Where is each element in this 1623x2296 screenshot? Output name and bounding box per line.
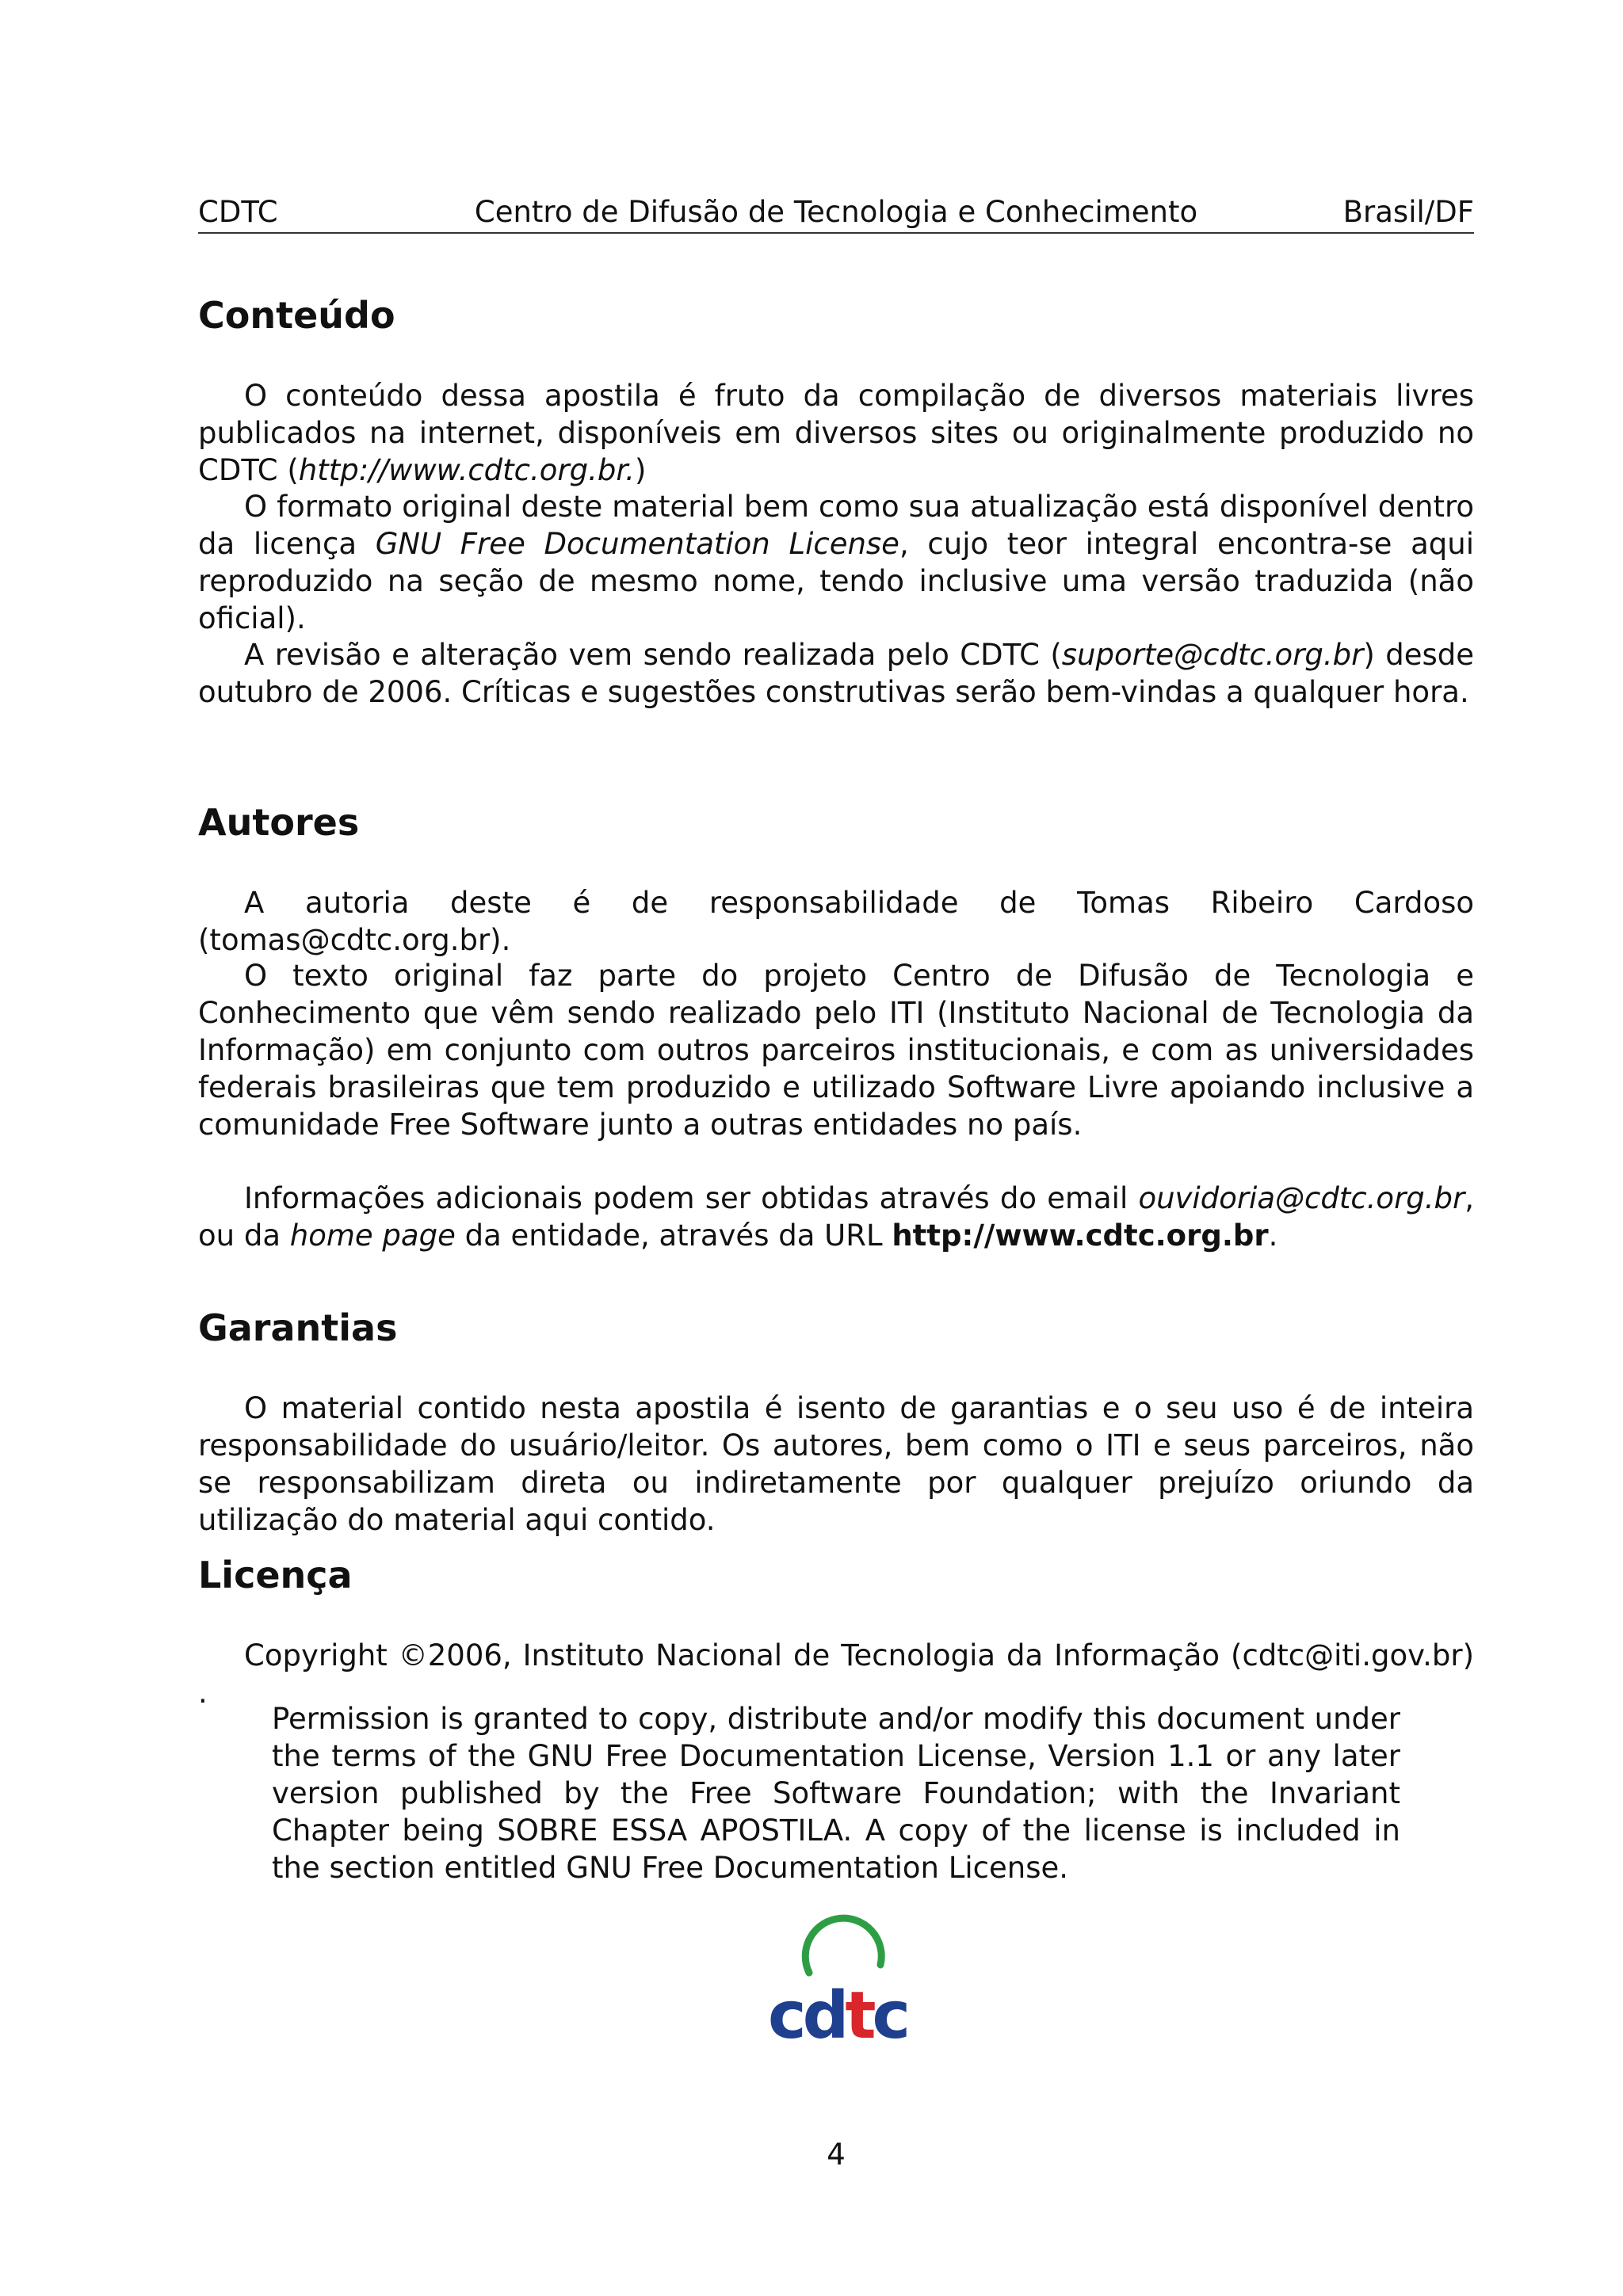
- document-page: [198, 0, 1474, 2296]
- page-number: 4: [827, 2138, 846, 2172]
- conteudo-paragraph-3: [198, 636, 1474, 711]
- cdtc-logo-wordmark: [768, 1978, 907, 2054]
- cdtc-homepage-link[interactable]: http://www.cdtc.org.br: [892, 1219, 1269, 1253]
- cdtc-url-link[interactable]: http://www.cdtc.org.br.: [298, 453, 635, 487]
- logo-letter-d-1: d: [802, 1978, 846, 2054]
- logo-letter-t-2: t: [845, 1978, 873, 2054]
- conteudo-p2-start: O formato original deste material bem como sua atualização está disponível dentro da licença: [198, 490, 1474, 561]
- cdtc-logo: [768, 1917, 907, 2060]
- suporte-email-link[interactable]: suporte@cdtc.org.br: [1061, 638, 1364, 672]
- conteudo-heading: Conteúdo: [198, 294, 395, 337]
- header-center: Centro de Difusão de Tecnologia e Conhecimento: [474, 195, 1198, 229]
- license-permission-quote: Permission is granted to copy, distribute and/or modify this document under the terms of the GNU Free Documentation License, Version 1.1 or any later version published by the Free Software Foundation; with the Invariant Chapter being SOBRE ESSA APOSTILA. A copy of the license is included in the section entitled GNU Free Documentation License.: [272, 1702, 1400, 1885]
- home-page-term: home page: [289, 1219, 456, 1253]
- header-left: CDTC: [198, 195, 278, 229]
- conteudo-p1-end: ): [634, 453, 647, 487]
- conteudo-p1-text: O conteúdo dessa apostila é fruto da compilação de diversos materiais livres publicados na internet, disponíveis em diversos sites ou originalmente produzido no CDTC (: [198, 379, 1474, 487]
- ouvidoria-email-link[interactable]: ouvidoria@cdtc.org.br: [1138, 1181, 1465, 1215]
- autores-p3-start: Informações adicionais podem ser obtidas através do email: [244, 1181, 1139, 1215]
- conteudo-paragraph-1: [198, 377, 1474, 489]
- cdtc-logo-graphic: [768, 1917, 907, 2060]
- header-right: Brasil/DF: [1342, 195, 1474, 229]
- conteudo-p3-start: A revisão e alteração vem sendo realizada pelo CDTC (: [244, 638, 1062, 672]
- autores-p3-mid2: da entidade, através da URL: [455, 1219, 892, 1253]
- autores-paragraph-3: [198, 1180, 1474, 1254]
- page-header: [198, 193, 1474, 234]
- licenca-heading: Licença: [198, 1554, 353, 1596]
- logo-letter-c-0: c: [768, 1978, 803, 2054]
- autores-p3-mid: , ou da: [198, 1181, 1474, 1253]
- copyright-line: Copyright ©2006, Instituto Nacional de Tecnologia da Informação (cdtc@iti.gov.br) .: [198, 1638, 1474, 1710]
- autores-paragraph-2: O texto original faz parte do projeto Centro de Difusão de Tecnologia e Conhecimento que vêm sendo realizado pelo ITI (Instituto Nacional de Tecnologia da Informação) em conjunto com outros parceiros institucionais, e com as universidades federais brasileiras que tem produzido e utilizado Software Livre apoiando inclusive a comunidade Free Software junto a outras entidades no país.: [198, 959, 1474, 1142]
- gnu-license-name: GNU Free Documentation License: [375, 527, 899, 561]
- autores-p3-end: .: [1268, 1219, 1278, 1253]
- logo-letter-c-3: c: [872, 1978, 907, 2054]
- garantias-heading: Garantias: [198, 1306, 398, 1349]
- garantias-paragraph: O material contido nesta apostila é isento de garantias e o seu uso é de inteira responsabilidade do usuário/leitor. Os autores, bem como o ITI e seus parceiros, não se responsabilizam direta ou indiretamente por qualquer prejuízo oriundo da utilização do material aqui contido.: [198, 1391, 1474, 1537]
- conteudo-p3-end: ) desde outubro de 2006. Críticas e sugestões construtivas serão bem-vindas a qualquer hora.: [198, 638, 1474, 709]
- conteudo-paragraph-2: [198, 488, 1474, 637]
- conteudo-p2-end: , cujo teor integral encontra-se aqui reproduzido na seção de mesmo nome, tendo inclusive uma versão traduzida (não oficial).: [198, 527, 1474, 635]
- autores-paragraph-1: A autoria deste é de responsabilidade de Tomas Ribeiro Cardoso (tomas@cdtc.org.br).: [198, 886, 1474, 957]
- autores-heading: Autores: [198, 801, 360, 844]
